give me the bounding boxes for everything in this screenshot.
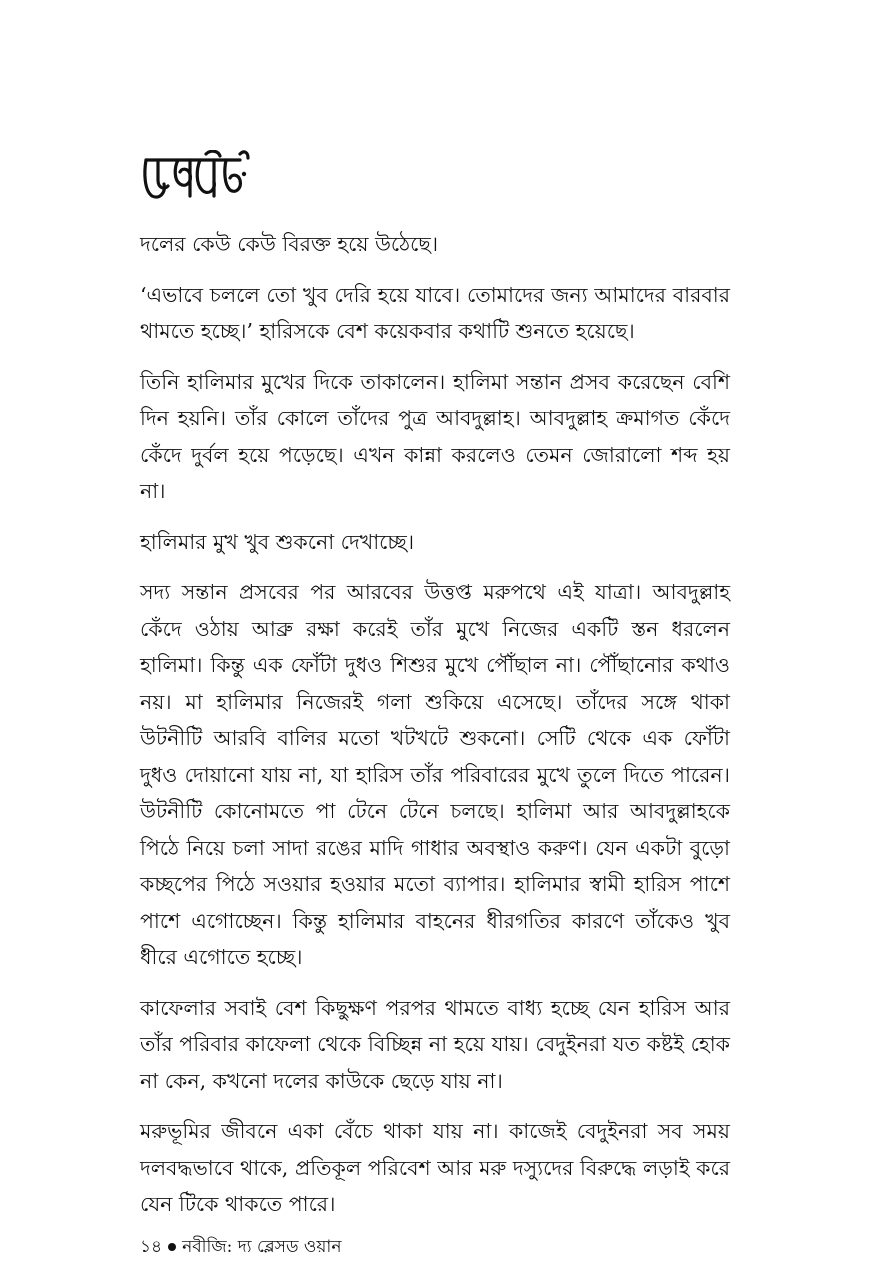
chapter-logo xyxy=(140,150,250,208)
paragraph: কাফেলার সবাই বেশ কিছুক্ষণ পরপর থামতে বাধ্য হচ্ছে যেন হারিস আর তাঁর পরিবার কাফেলা থেকে বিচ্ছিন্ন না হয়ে যায়। বেদুইনরা যত কষ্টই হোক না কেন, কখনো দলের কাউকে ছেড়ে যায় না। xyxy=(140,995,730,1093)
logo-calligraphy-icon xyxy=(140,150,250,208)
page-number: ১৪ xyxy=(140,1237,163,1257)
chapter-text xyxy=(140,226,730,1237)
page-footer xyxy=(140,1235,341,1259)
paragraph: দলের কেউ কেউ বিরক্ত হয়ে উঠেছে। xyxy=(140,232,439,256)
paragraph: মরুভূমির জীবনে একা বেঁচে থাকা যায় না। কাজেই বেদুইনরা সব সময় দলবদ্ধভাবে থাকে, প্রতিকূল পরিবেশ আর মরু দস্যুদের বিরুদ্ধে লড়াই করে যেন টিকে থাকতে পারে। xyxy=(140,1119,730,1216)
paragraph: সদ্য সন্তান প্রসবের পর আরবের উত্তপ্ত মরুপথে এই যাত্রা। আবদুল্লাহ কেঁদে ওঠায় আব্রু রক্ষা করেই তাঁর মুখে নিজের একটি স্তন ধরলেন হালিমা। কিন্তু এক ফোঁটা দুধও শিশুর মুখে পৌঁছাল না। পৌঁছানোর কথাও নয়। মা হালিমার নিজেরই গলা শুকিয়ে এসেছে। তাঁদের সঙ্গে থাকা উটনীটি আরবি বালির মতো খটখটে শুকনো। সেটি থেকে এক ফোঁটা দুধও দোয়ানো যায় না, যা হারিস তাঁর পরিবারের মুখে তুলে দিতে পারেন। উটনীটি কোনোমতে পা টেনে টেনে চলছে। হালিমা আর আবদুল্লাহকে পিঠে নিয়ে চলা সাদা রঙের মাদি গাধার অবস্থাও করুণ। যেন একটা বুড়ো কচ্ছপের পিঠে সওয়ার হওয়ার মতো ব্যাপার। হালিমার স্বামী হারিস পাশে পাশে এগোচ্ছেন। কিন্তু হালিমার বাহনের ধীরগতির কারণে তাঁকেও খুব ধীরে এগোতে হচ্ছে। xyxy=(140,580,730,969)
bullet-icon xyxy=(168,1243,176,1251)
running-title: নবীজি: দ্য ব্লেসড ওয়ান xyxy=(182,1237,342,1257)
paragraph: তিনি হালিমার মুখের দিকে তাকালেন। হালিমা সন্তান প্রসব করেছেন বেশি দিন হয়নি। তাঁর কোলে তাঁদের পুত্র আবদুল্লাহ। আবদুল্লাহ ক্রমাগত কেঁদে কেঁদে দুর্বল হয়ে পড়েছে। এখন কান্না করলেও তেমন জোরালো শব্দ হয় না। xyxy=(140,369,730,503)
paragraph: হালিমার মুখ খুব শুকনো দেখাচ্ছে। xyxy=(140,529,415,554)
paragraph: ‘এভাবে চললে তো খুব দেরি হয়ে যাবে। তোমাদের জন্য আমাদের বারবার থামতে হচ্ছে।’ হারিসকে বেশ কয়েকবার কথাটি শুনতে হয়েছে। xyxy=(140,282,730,343)
